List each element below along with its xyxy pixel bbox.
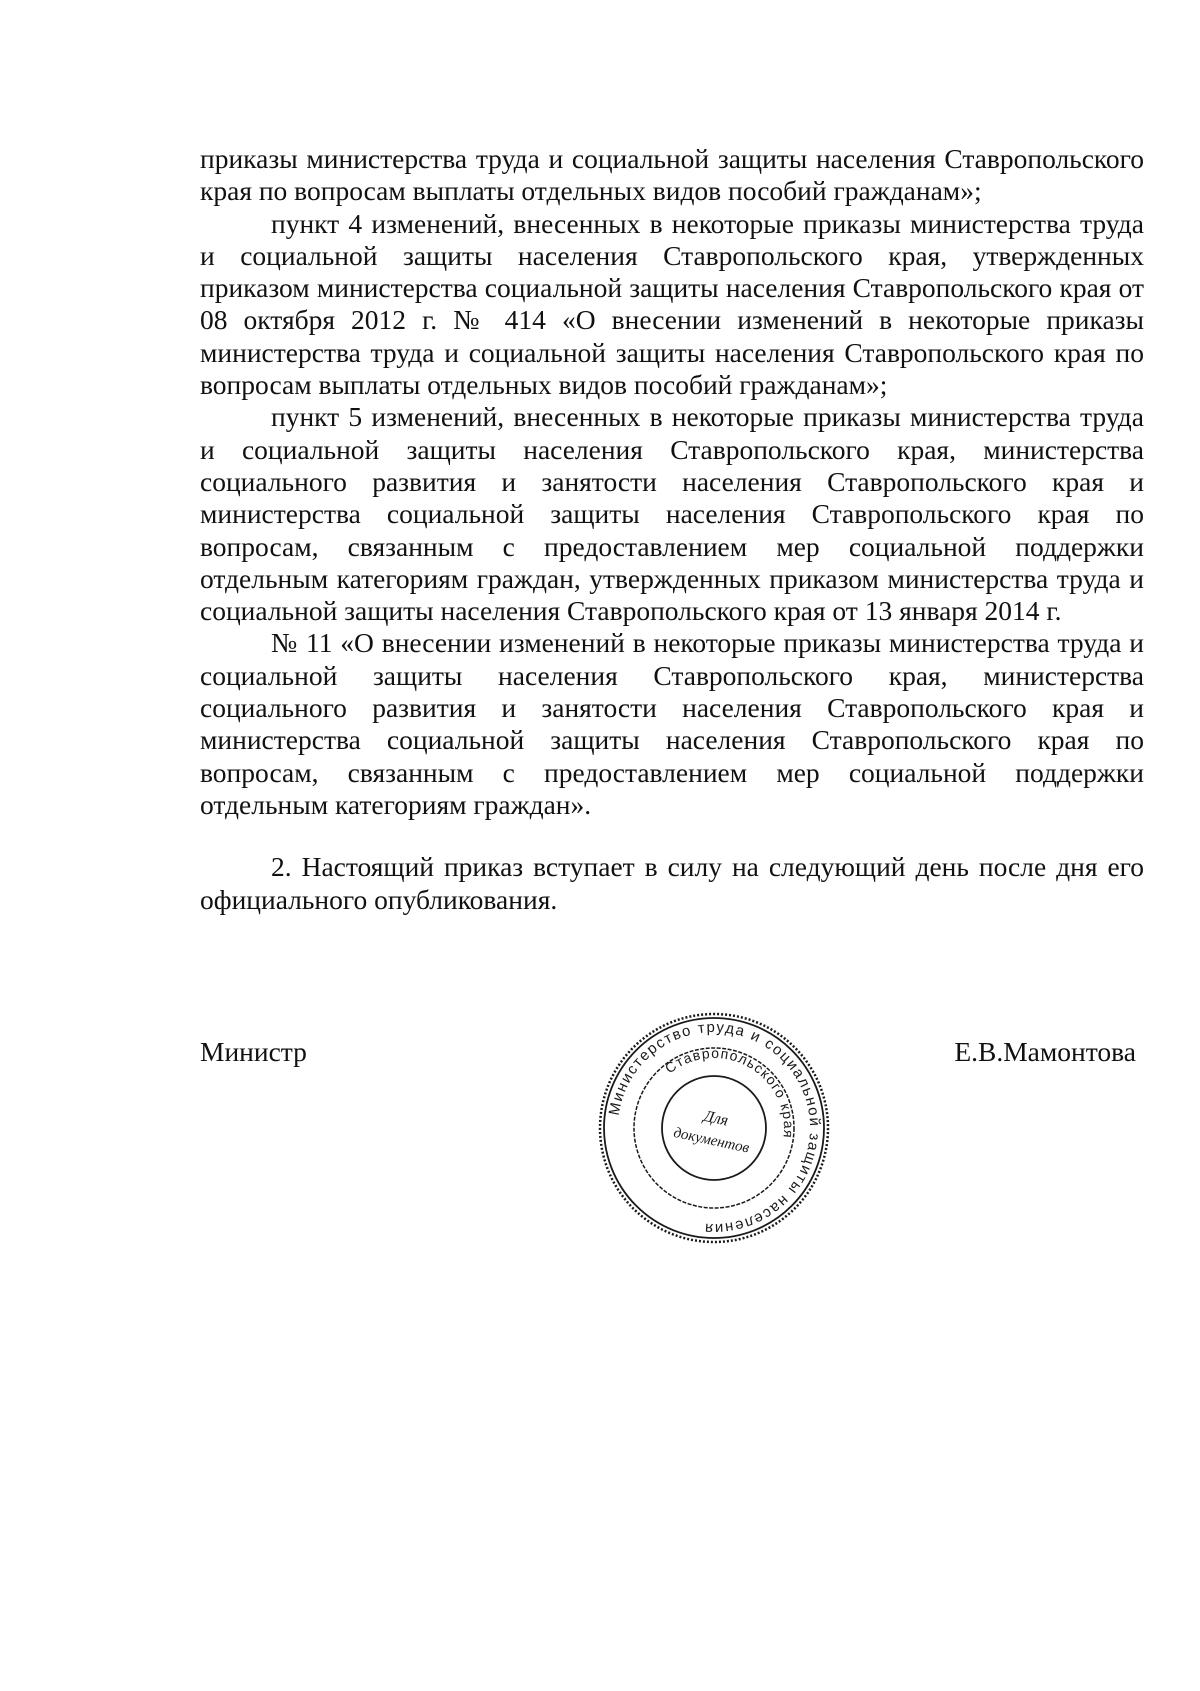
seal-center-text-1: Для: [702, 1107, 730, 1130]
signatory-title: Министр: [200, 1036, 307, 1067]
signatory-name: Е.В.Мамонтова: [954, 1036, 1136, 1067]
seal-icon: [594, 1008, 834, 1248]
paragraph-clause-2: 2. Настоящий приказ вступает в силу на следующий день после дня его официального опубликования.: [200, 851, 1144, 915]
svg-text:Ставропольского края: [662, 1045, 797, 1140]
paragraph-item-5: пункт 5 изменений, внесенных в некоторые приказы министерства труда и социальной защиты населения Ставропольского края, министерства социального развития и занятости населения Ставропольского края и министерства социальной защиты населения Ставропольского края по вопросам, связанным с предоставлением мер социальной поддержки отдельным категориям граждан, утвержденных приказом министерства труда и социальной защиты населения Ставропольского края от 13 января 2014 г.: [200, 401, 1144, 627]
seal-inner-text: Ставропольского края: [661, 1044, 798, 1140]
paragraph-item-4: пункт 4 изменений, внесенных в некоторые приказы министерства труда и социальной защиты населения Ставропольского края, утвержденных приказом министерства социальной защиты населения Ставропольского края от 08 октября 2012 г. № 414 «О внесении изменений в некоторые приказы министерства труда и социальной защиты населения Ставропольского края по вопросам выплаты отдельных видов пособий гражданам»;: [200, 207, 1144, 401]
seal-outer-text: Министерство труда и социальной защиты населения: [605, 1018, 824, 1238]
paragraph-item-5-continued: № 11 «О внесении изменений в некоторые приказы министерства труда и социальной защиты населения Ставропольского края, министерства социального развития и занятости населения Ставропольского края и министерства социальной защиты населения Ставропольского края по вопросам, связанным с предоставлением мер социальной поддержки отдельным категориям граждан».: [200, 627, 1144, 820]
official-seal: [594, 1008, 834, 1248]
svg-text:Министерство труда и социально: [606, 1019, 823, 1237]
seal-center-text-2: документов: [672, 1124, 751, 1157]
paragraph-continuation: приказы министерства труда и социальной защиты населения Ставропольского края по вопросам выплаты отдельных видов пособий гражданам»;: [200, 143, 1144, 207]
document-body: [200, 143, 1144, 916]
